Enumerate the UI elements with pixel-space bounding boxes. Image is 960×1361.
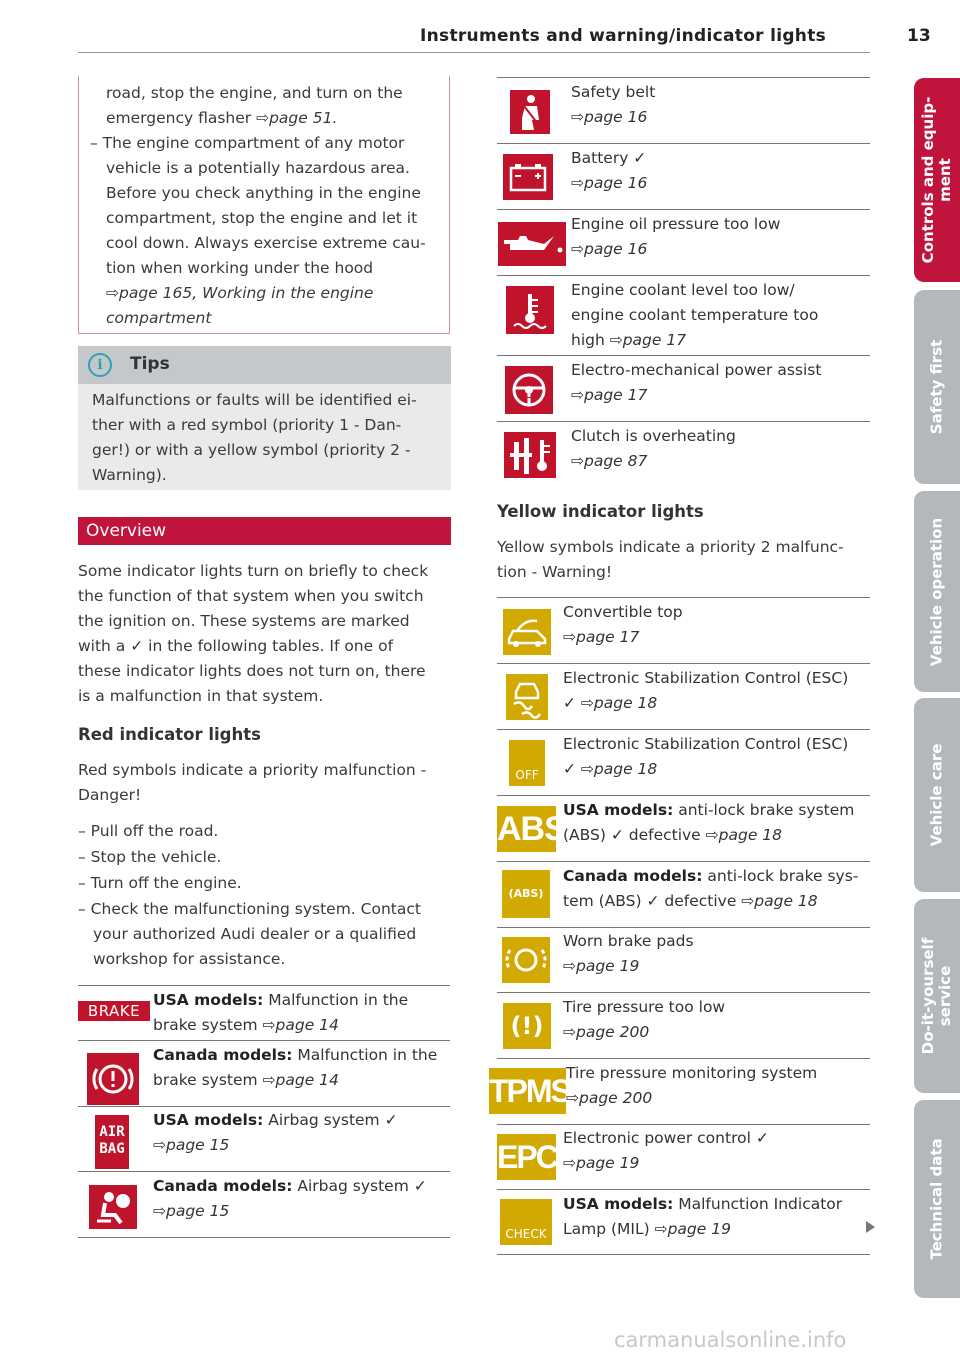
airbag-usa-icon: AIR BAG [95,1115,129,1169]
overview-line: Some indicator lights turn on briefly to check [78,562,429,580]
table-row-text: Battery ✓ [571,149,647,167]
table-row-text: Tire pressure too low [563,998,726,1016]
tips-line: Warning). [92,466,167,484]
table-rule [497,1254,870,1255]
overview-line: the ignition on. These systems are marked [78,612,410,630]
step-line: – Stop the vehicle. [78,848,222,866]
table-row-text: Lamp (MIL) ⇨page 19 [563,1220,731,1238]
tab-vehicle-operation[interactable]: Vehicle operation [914,491,960,692]
table-row-text: ⇨page 200 [563,1023,650,1041]
table-rule [497,421,870,422]
step-line: – Pull off the road. [78,822,219,840]
warning-line: compartment [106,309,212,327]
table-rule [78,1106,450,1107]
esc-icon [506,674,548,720]
table-row-text: Canada models: anti-lock brake sys- [563,867,859,885]
table-row-text: USA models: anti-lock brake system [563,801,855,819]
table-row-text: USA models: Malfunction Indicator [563,1195,843,1213]
warning-line: – The engine compartment of any motor [90,134,405,152]
warning-line: ⇨page 165, Working in the engine [106,284,374,302]
table-rule [78,985,450,986]
info-icon: i [88,353,112,377]
table-row-text: (ABS) ✓ defective ⇨page 18 [563,826,783,844]
table-row-text: Canada models: Airbag system ✓ [153,1177,427,1195]
table-row-text: high ⇨page 17 [571,331,687,349]
tab-technical-data[interactable]: Technical data [914,1100,960,1298]
table-row-text: USA models: Airbag system ✓ [153,1111,398,1129]
warning-line: tion when working under the hood [106,259,374,277]
table-row-text: ⇨page 19 [563,1154,640,1172]
watermark: carmanualsonline.info [614,1328,847,1352]
esc-off-icon: OFF [509,740,545,786]
table-row-text: Canada models: Malfunction in the [153,1046,438,1064]
tips-line: ger!) or with a yellow symbol (priority 2 - [92,441,411,459]
table-row-text: Tire pressure monitoring system [566,1064,818,1082]
warning-line: road, stop the engine, and turn on the [106,84,403,102]
table-row-text: Clutch is overheating [571,427,736,445]
warning-line: Before you check anything in the engine [106,184,421,202]
step-line: – Check the malfunctioning system. Contact [78,900,421,918]
red-intro-line: Danger! [78,786,142,804]
table-row-text: Engine coolant level too low/ [571,281,795,299]
table-rule [78,1237,450,1238]
table-rule [497,1124,870,1125]
epc-icon: EPC [497,1134,556,1180]
convertible-top-icon [503,609,551,655]
table-rule [497,597,870,598]
overview-line: these indicator lights does not turn on, there [78,662,426,680]
tips-body [78,384,451,490]
table-rule [497,1189,870,1190]
table-rule [497,992,870,993]
overview-heading: Overview [78,517,451,545]
tab-do-it-yourself-service[interactable]: Do-it-yourself service [914,899,960,1093]
table-row-text: USA models: Malfunction in the [153,991,409,1009]
tips-line: ther with a red symbol (priority 1 - Dan- [92,416,402,434]
table-rule [497,663,870,664]
table-rule [497,275,870,276]
red-intro-line: Red symbols indicate a priority malfunction - [78,761,427,779]
continue-arrow-icon [866,1221,875,1233]
warning-line: emergency flasher ⇨page 51. [106,109,338,127]
overview-line: is a malfunction in that system. [78,687,324,705]
clutch-overheating-icon [504,432,556,478]
tips-line: Malfunctions or faults will be identified ei- [92,391,417,409]
oil-pressure-icon [498,222,566,266]
check-engine-icon: CHECK [500,1199,552,1245]
tab-vehicle-care[interactable]: Vehicle care [914,698,960,892]
table-row-text: Electronic power control ✓ [563,1129,769,1147]
table-row-text: ⇨page 16 [571,108,648,126]
overview-line: the function of that system when you switch [78,587,424,605]
battery-icon [503,154,553,200]
table-row-text: ⇨page 19 [563,957,640,975]
table-row-text: ⇨page 16 [571,174,648,192]
page-number: 13 [907,26,931,46]
table-rule [497,355,870,356]
abs-usa-icon: ABS [497,806,556,852]
table-row-text: engine coolant temperature too [571,306,819,324]
warning-line: cool down. Always exercise extreme cau- [106,234,426,252]
table-rule [497,143,870,144]
tab-safety-first[interactable]: Safety first [914,290,960,484]
step-line: workshop for assistance. [93,950,286,968]
table-row-text: Electro-mechanical power assist [571,361,822,379]
table-row-text: ✓ ⇨page 18 [563,760,658,778]
brake-circle-warning-icon [87,1053,139,1105]
table-row-text: ⇨page 15 [153,1136,230,1154]
tips-label: Tips [130,354,170,374]
table-row-text: ⇨page 15 [153,1202,230,1220]
table-rule [497,209,870,210]
warning-line: vehicle is a potentially hazardous area. [106,159,410,177]
table-row-text: ⇨page 200 [566,1089,653,1107]
abs-canada-icon: (ABS) [502,870,550,918]
yellow-intro-line: tion - Warning! [497,563,613,581]
step-line: your authorized Audi dealer or a qualified [93,925,417,943]
tips-header [78,346,451,384]
tab-controls-and-equipment[interactable]: Controls and equip- ment [914,78,960,282]
table-row-text: ⇨page 17 [563,628,640,646]
yellow-lights-heading: Yellow indicator lights [497,502,704,521]
page-header-title: Instruments and warning/indicator lights [420,26,827,46]
steering-wheel-icon [505,366,553,414]
airbag-passenger-icon [89,1185,137,1229]
table-row-text: ⇨page 17 [571,386,648,404]
tire-pressure-icon: (!) [503,1003,551,1049]
seat-belt-icon [510,90,550,134]
table-row-text: brake system ⇨page 14 [153,1071,339,1089]
table-row-text: brake system ⇨page 14 [153,1016,339,1034]
brake-pads-icon [502,937,550,983]
overview-line: with a ✓ in the following tables. If one of [78,637,394,655]
warning-line: compartment, stop the engine and let it [106,209,418,227]
table-rule [78,1171,450,1172]
table-row-text: Electronic Stabilization Control (ESC) [563,735,849,753]
red-lights-heading: Red indicator lights [78,725,261,744]
table-rule [497,1058,870,1059]
table-rule [78,1040,450,1041]
table-rule [497,729,870,730]
table-row-text: Engine oil pressure too low [571,215,781,233]
table-row-text: tem (ABS) ✓ defective ⇨page 18 [563,892,818,910]
table-row-text: Worn brake pads [563,932,694,950]
table-rule [497,77,870,78]
table-row-text: ⇨page 16 [571,240,648,258]
tpms-icon: TPMS [489,1068,566,1114]
table-rule [497,795,870,796]
table-rule [497,861,870,862]
table-row-text: Electronic Stabilization Control (ESC) [563,669,849,687]
table-row-text: Convertible top [563,603,683,621]
table-rule [497,927,870,928]
yellow-intro-line: Yellow symbols indicate a priority 2 malfunc- [497,538,844,556]
table-row-text: Safety belt [571,83,656,101]
coolant-temperature-icon [506,286,554,334]
brake-warning-icon: BRAKE [78,1001,150,1021]
step-line: – Turn off the engine. [78,874,242,892]
table-row-text: ✓ ⇨page 18 [563,694,658,712]
table-row-text: ⇨page 87 [571,452,648,470]
header-rule [78,52,870,53]
